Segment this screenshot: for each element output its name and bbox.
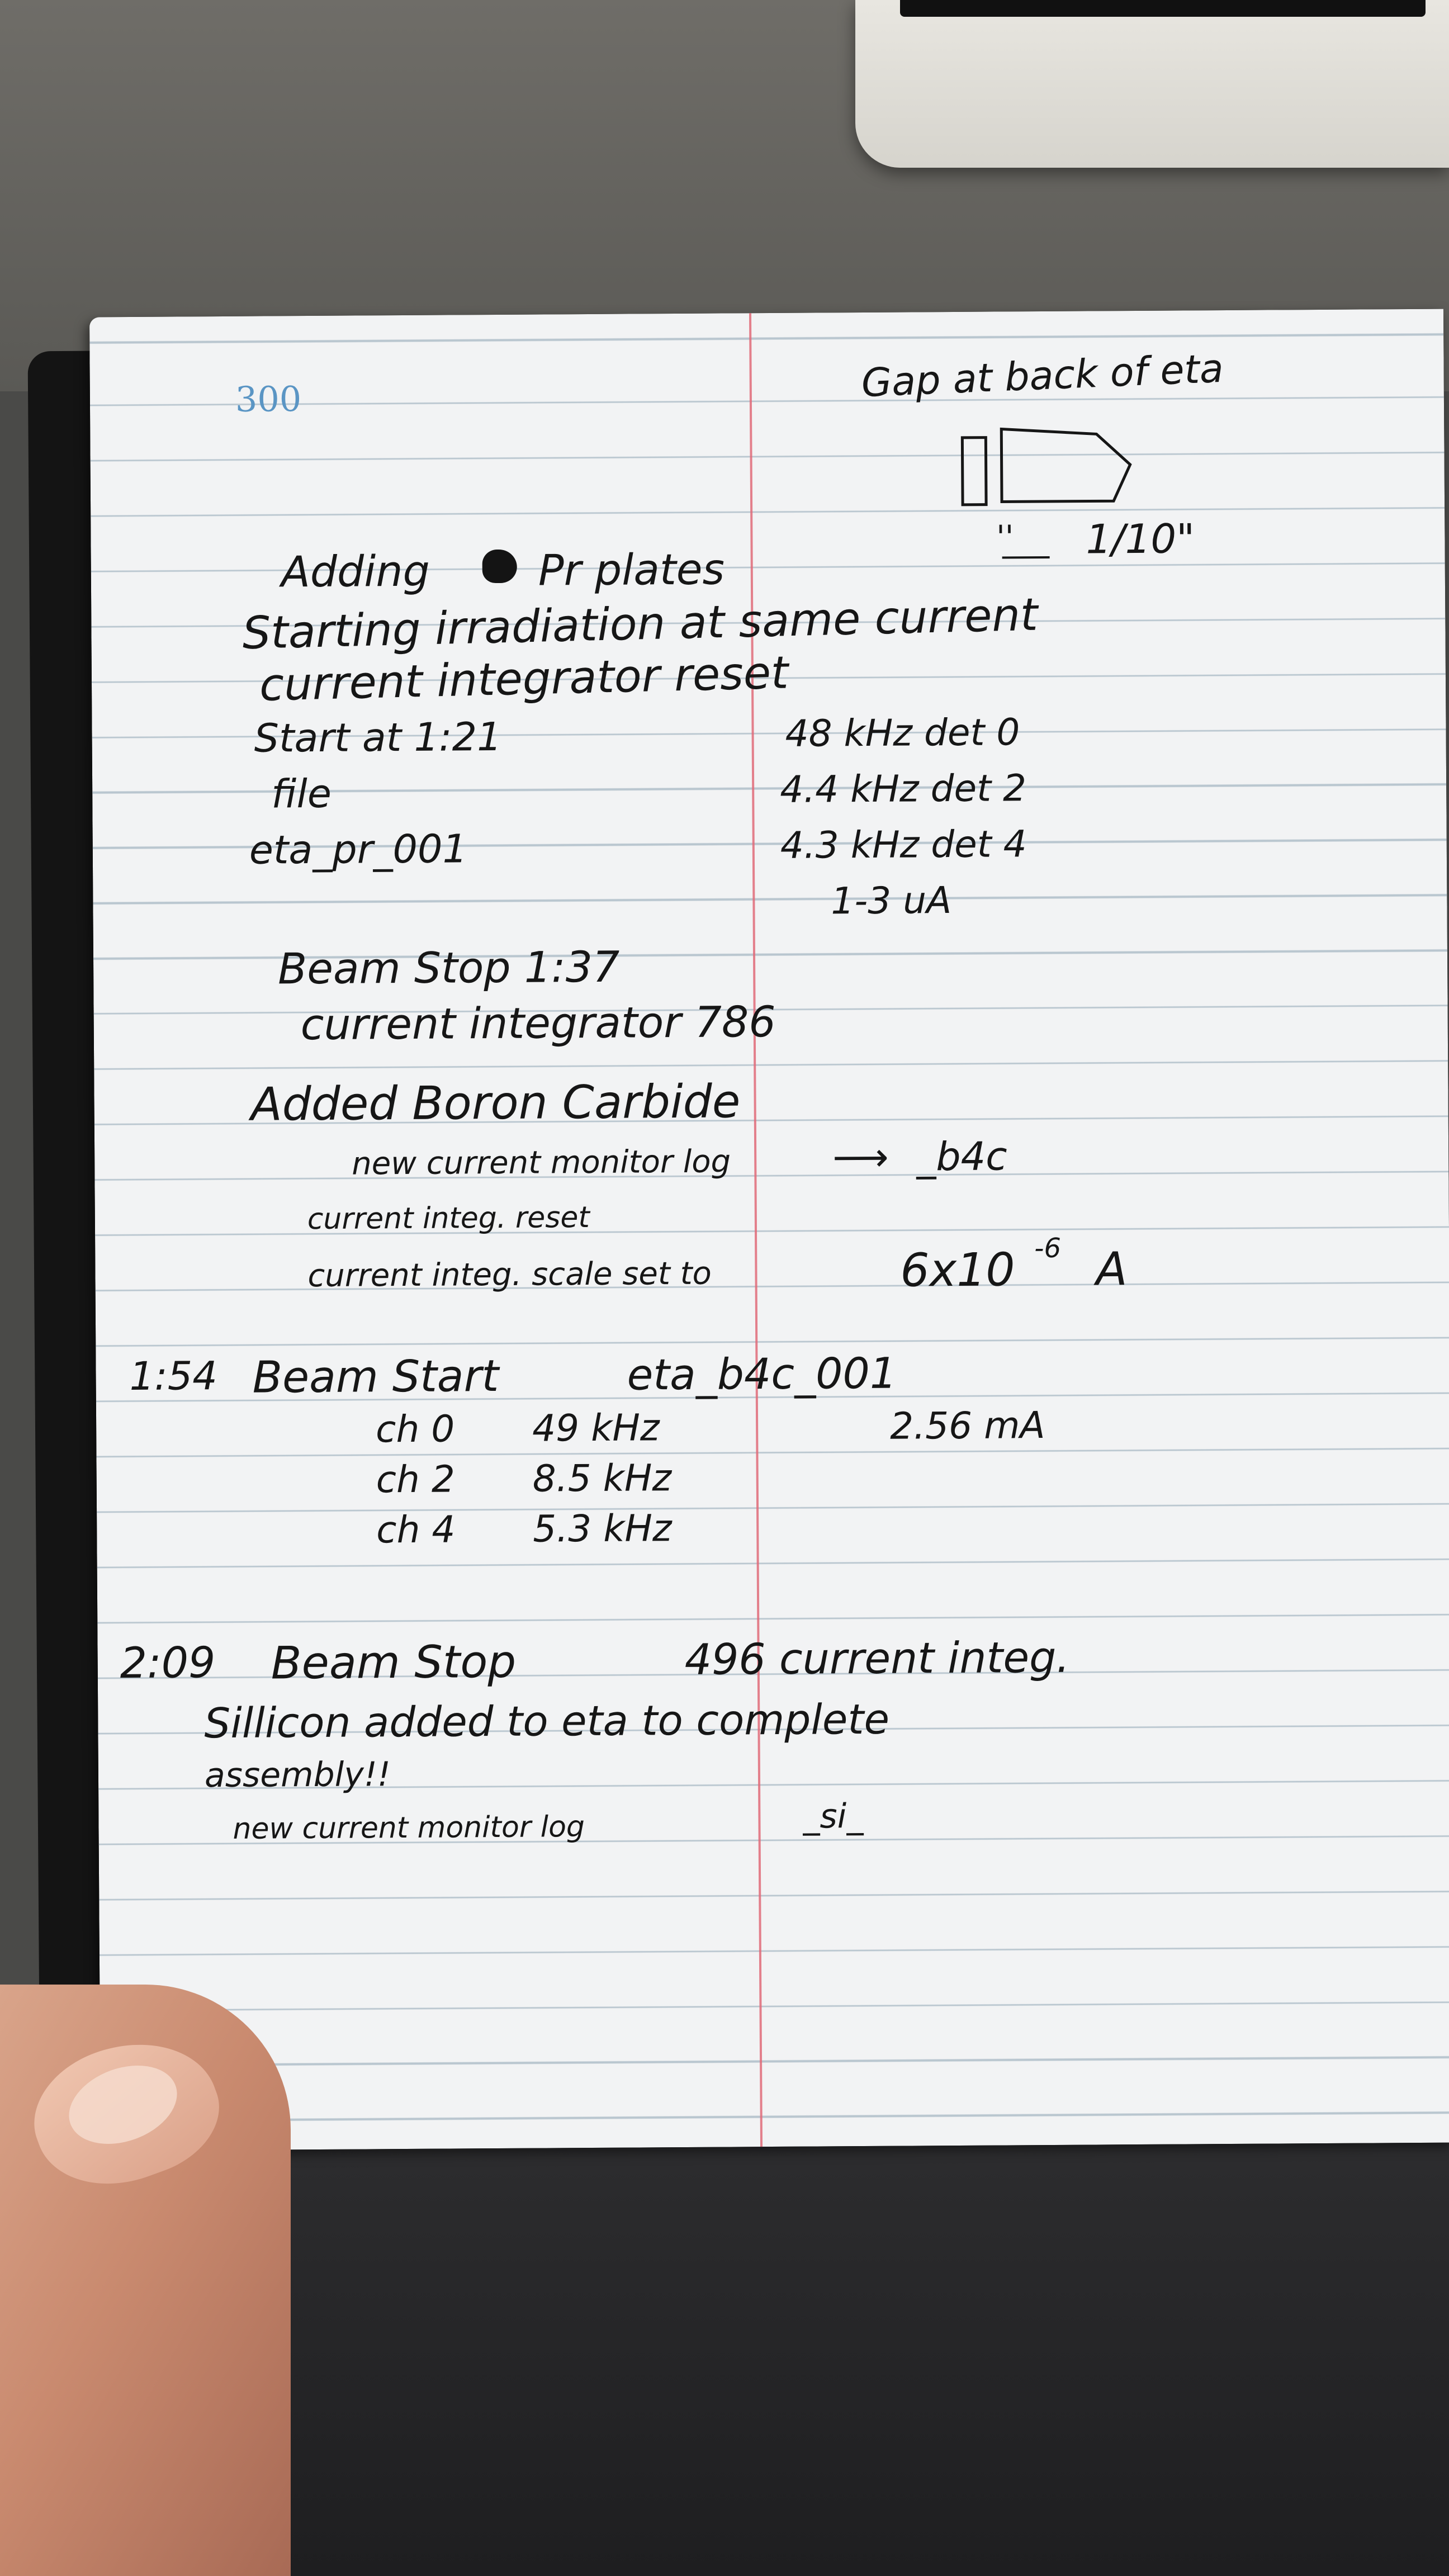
integrator-reading: current integrator 786 — [300, 996, 776, 1050]
pr-plates: Pr plates — [538, 544, 725, 595]
ink-blot — [482, 550, 517, 583]
assembly-note: assembly!! — [204, 1755, 391, 1796]
beam-current: 1-3 uA — [831, 879, 952, 923]
det0-rate: 48 kHz det 0 — [785, 711, 1020, 755]
ch0-label: ch 0 — [375, 1407, 455, 1451]
notebook-page — [89, 309, 1449, 2151]
file-label: file — [271, 770, 332, 817]
beam-stop-2-time: 2:09 — [120, 1637, 216, 1688]
margin-line — [749, 313, 763, 2147]
b4c-current: 2.56 mA — [889, 1404, 1045, 1448]
arrow-icon: ⟶ — [832, 1134, 889, 1181]
log-suffix: _b4c — [916, 1133, 1007, 1180]
log-suffix-2: _si_ — [803, 1797, 864, 1836]
adding-label: Adding — [281, 546, 430, 597]
start-time: Start at 1:21 — [254, 713, 502, 761]
file-name: eta_pr_001 — [249, 826, 468, 873]
silicon-added: Sillicon added to eta to complete — [204, 1695, 890, 1748]
beam-stop-time: Beam Stop 1:37 — [277, 941, 620, 994]
b4c-file-name: eta_b4c_001 — [627, 1348, 897, 1400]
det2-rate: 4.4 kHz det 2 — [779, 766, 1027, 811]
background-device — [855, 0, 1449, 168]
header-note: Gap at back of eta — [860, 345, 1225, 406]
beam-start-time: 1:54 — [129, 1353, 218, 1400]
sketch-gap-mark: '' — [996, 519, 1014, 556]
ch4-value: 5.3 kHz — [533, 1507, 672, 1551]
integrator-reset: current integrator reset — [258, 646, 789, 711]
dimension-underline — [1002, 552, 1053, 564]
beam-start-label: Beam Start — [252, 1351, 499, 1403]
plate-sketch — [962, 423, 1147, 513]
integ-reset: current integ. reset — [307, 1200, 590, 1237]
integ-count: 496 current integ. — [684, 1632, 1070, 1684]
beam-stop-2-label: Beam Stop — [271, 1635, 517, 1689]
scale-value: 6x10 — [900, 1243, 1015, 1298]
sketch-dimension: 1/10" — [1086, 515, 1195, 563]
new-log-line-2: new current monitor log — [233, 1810, 585, 1846]
ch4-label: ch 4 — [376, 1508, 456, 1552]
starting-irradiation: Starting irradiation at same current — [242, 588, 1039, 660]
ch2-value: 8.5 kHz — [532, 1456, 672, 1500]
page-number: 300 — [235, 378, 302, 420]
device-slot — [900, 0, 1426, 17]
scale-exponent: -6 — [1034, 1232, 1062, 1265]
ch0-value: 49 kHz — [532, 1406, 660, 1450]
new-log-line: new current monitor log — [352, 1143, 731, 1182]
det4-rate: 4.3 kHz det 4 — [780, 822, 1027, 867]
ch2-label: ch 2 — [376, 1457, 456, 1502]
scale-label: current integ. scale set to — [307, 1255, 712, 1295]
scale-unit: A — [1096, 1243, 1128, 1296]
added-boron-carbide: Added Boron Carbide — [250, 1075, 741, 1131]
